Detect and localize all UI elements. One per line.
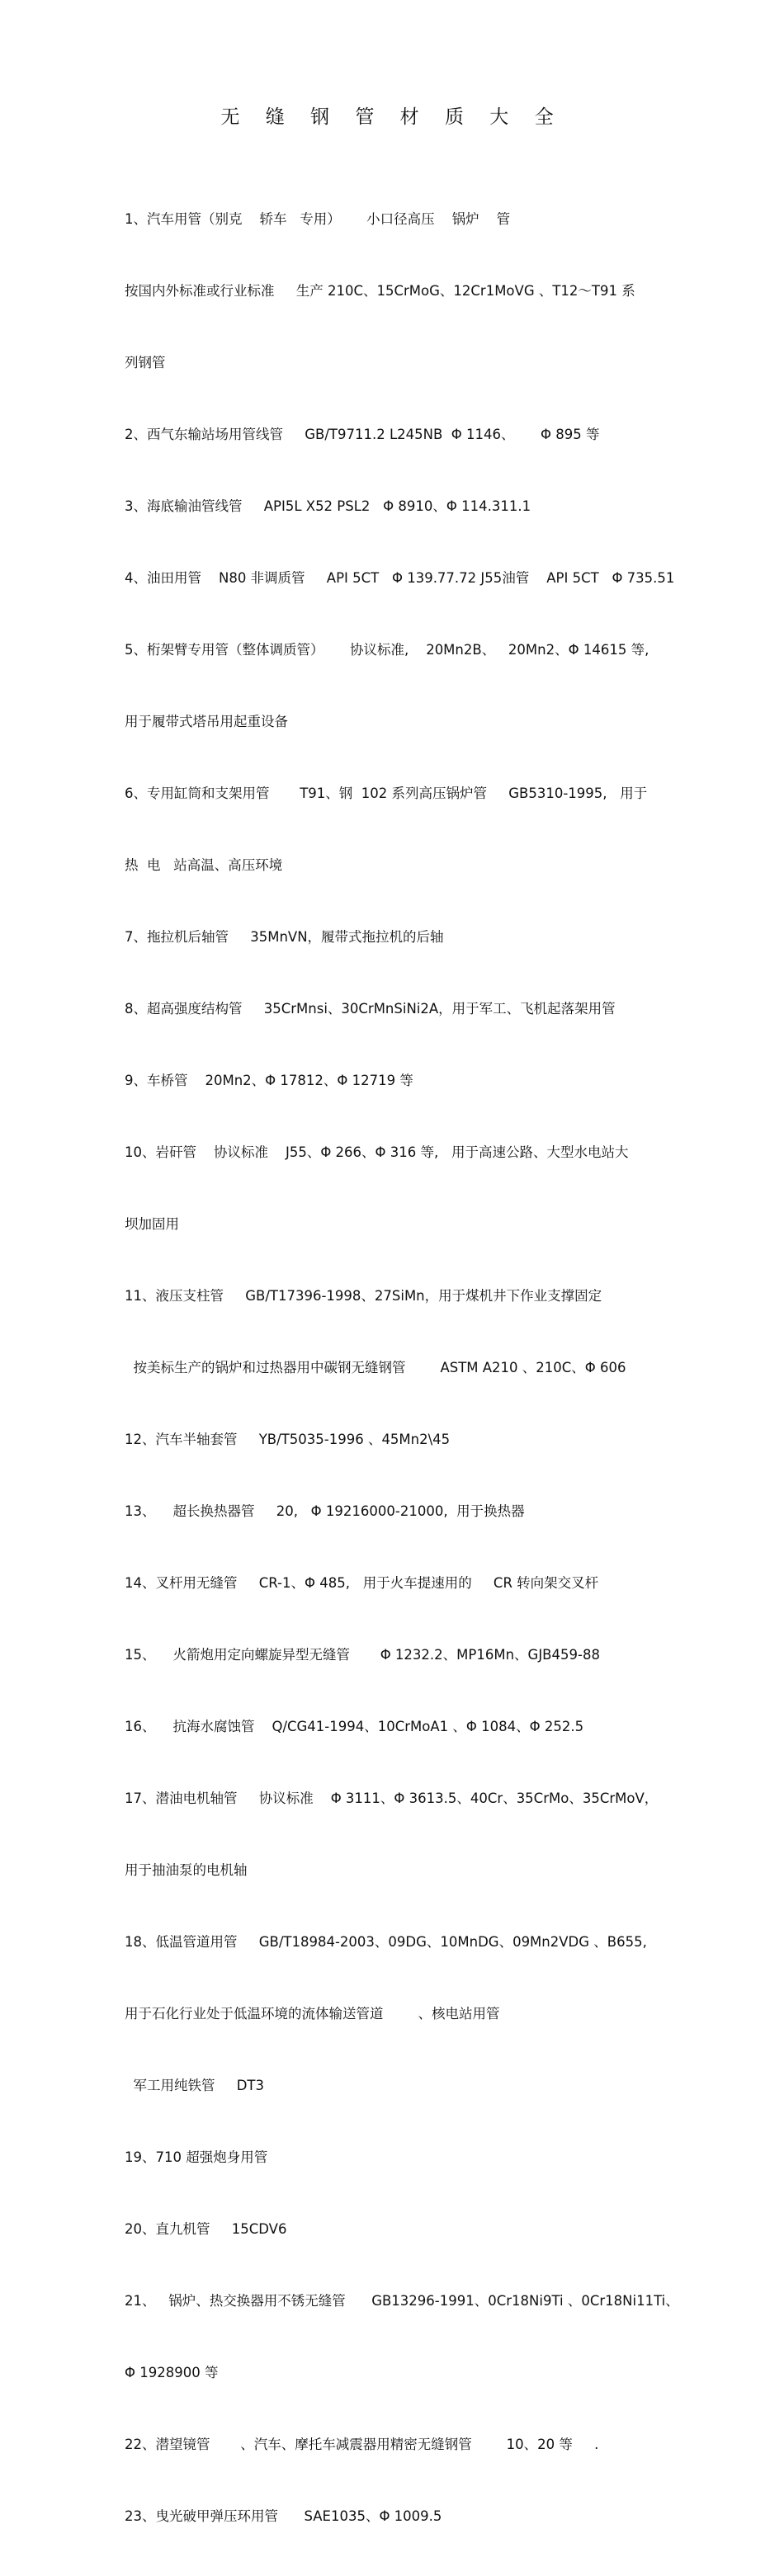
text-line: 9、车桥管 20Mn2、Φ 17812、Φ 12719 等: [125, 1073, 413, 1088]
text-line: 20、直九机管 15CDV6: [125, 2221, 287, 2237]
text-line: Φ 1928900 等: [125, 2365, 219, 2380]
document-body: [125, 159, 679, 2576]
text-line: 11、液压支柱管 GB/T17396-1998、27SiMn，用于煤机井下作业支撑固定: [125, 1288, 602, 1304]
text-line: 19、710 超强炮身用管: [125, 2149, 268, 2165]
text-line: 21、 锅炉、热交换器用不锈无缝管 GB13296-1991、0Cr18Ni9Ti 、0Cr18Ni11Ti、: [125, 2293, 679, 2309]
text-line: 列钢管: [125, 355, 166, 370]
text-line: 15、 火箭炮用定向螺旋异型无缝管 Φ 1232.2、MP16Mn、GJB459-88: [125, 1647, 600, 1663]
text-line: 17、潜油电机轴管 协议标准 Φ 3111、Φ 3613.5、40Cr、35CrMo、35CrMoV，: [125, 1790, 659, 1806]
text-line: 按国内外标准或行业标准 生产 210C、15CrMoG、12Cr1MoVG 、T12～T91 系: [125, 283, 635, 299]
text-line: 12、汽车半轴套管 YB/T5035-1996 、45Mn2\45: [125, 1432, 451, 1447]
text-line: 用于石化行业处于低温环境的流体输送管道 、核电站用管: [125, 2006, 500, 2022]
text-line: 23、曳光破甲弹压环用管 SAE1035、Φ 1009.5: [125, 2508, 442, 2524]
text-line: 4、油田用管 N80 非调质管 API 5CT Φ 139.77.72 J55油管 API 5CT Φ 735.51: [125, 570, 675, 586]
text-line: 5、桁架臂专用管（整体调质管） 协议标准, 20Mn2B、 20Mn2、Φ 14615 等,: [125, 642, 649, 658]
text-line: 13、 超长换热器管 20, Φ 19216000-21000, 用于换热器: [125, 1503, 525, 1519]
text-line: 10、岩矸管 协议标准 J55、Φ 266、Φ 316 等, 用于高速公路、大型水电站大: [125, 1144, 629, 1160]
text-line: 用于履带式塔吊用起重设备: [125, 714, 288, 729]
text-line: 18、低温管道用管 GB/T18984-2003、09DG、10MnDG、09Mn2VDG 、B655,: [125, 1934, 647, 1950]
text-line: 22、潜望镜管 、汽车、摩托车减震器用精密无缝钢管 10、20 等 .: [125, 2437, 599, 2452]
text-line: 热 电 站高温、高压环境: [125, 857, 283, 873]
text-line: 用于抽油泵的电机轴: [125, 1862, 248, 1878]
text-line: 7、拖拉机后轴管 35MnVN，履带式拖拉机的后轴: [125, 929, 444, 945]
text-line: 6、专用缸筒和支架用管 T91、钢 102 系列高压锅炉管 GB5310-1995, 用于: [125, 786, 648, 801]
text-line: 3、海底输油管线管 API5L X52 PSL2 Φ 8910、Φ 114.311.1: [125, 498, 531, 514]
document-title: 无 缝 钢 管 材 质 大 全: [220, 106, 564, 128]
text-line: 16、 抗海水腐蚀管 Q/CG41-1994、10CrMoA1 、Φ 1084、Φ 252.5: [125, 1719, 584, 1734]
text-line: 14、叉杆用无缝管 CR-1、Φ 485, 用于火车提速用的 CR 转向架交叉杆: [125, 1575, 599, 1591]
text-line: 军工用纯铁管 DT3: [125, 2078, 264, 2093]
text-line: 坝加固用: [125, 1216, 179, 1232]
text-line: 1、汽车用管（别克 轿车 专用） 小口径高压 锅炉 管: [125, 211, 511, 227]
text-line: 2、西气东输站场用管线管 GB/T9711.2 L245NB Φ 1146、 Φ 895 等: [125, 427, 600, 442]
text-line: 按美标生产的锅炉和过热器用中碳钢无缝钢管 ASTM A210 、210C、Φ 606: [125, 1360, 626, 1375]
text-line: 8、超高强度结构管 35CrMnsi、30CrMnSiNi2A，用于军工、飞机起落架用管: [125, 1001, 616, 1017]
